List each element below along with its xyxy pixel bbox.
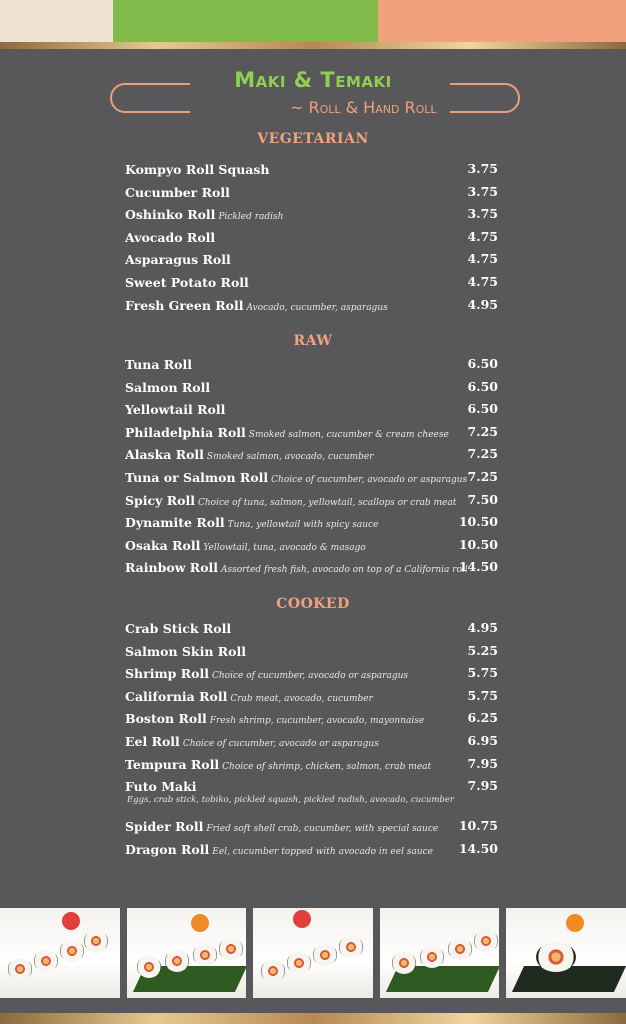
menu-list-cooked: [125, 617, 500, 860]
menu-item: [125, 294, 500, 317]
menu-list-vegetarian: [125, 158, 500, 316]
item-name: Fresh Green Roll: [125, 297, 244, 313]
item-price: 6.50: [467, 401, 498, 417]
item-description: Assorted fresh fish, avocado on top of a California roll: [221, 565, 468, 576]
menu-item: [125, 466, 500, 489]
menu-list-raw: [125, 353, 500, 579]
item-price: 7.95: [467, 778, 498, 794]
item-price: 3.75: [467, 161, 498, 176]
item-price: 4.75: [467, 228, 498, 244]
item-description: Choice of cucumber, avocado or asparagus: [182, 738, 379, 749]
menu-item: [125, 203, 500, 226]
item-price: 6.50: [467, 378, 498, 394]
item-price: 3.75: [467, 206, 498, 222]
sushi-photo-3: [253, 908, 373, 998]
menu-item: [125, 443, 500, 466]
sushi-photo-2: [127, 908, 247, 998]
item-price: 6.50: [467, 356, 498, 371]
item-price: 7.25: [467, 446, 498, 462]
menu-item: [125, 421, 500, 444]
item-name: Avocado Roll: [125, 229, 216, 245]
item-name: Futo Maki: [125, 779, 197, 795]
item-name: Tempura Roll: [125, 756, 220, 772]
item-name: Salmon Skin Roll: [125, 643, 246, 659]
item-price: 10.75: [458, 818, 498, 834]
item-description: Choice of shrimp, chicken, salmon, crab meat: [222, 761, 432, 772]
menu-item: [125, 662, 500, 685]
item-price: 14.50: [458, 840, 498, 856]
item-name: California Roll: [125, 688, 228, 704]
item-description: Smoked salmon, cucumber & cream cheese: [248, 429, 449, 440]
item-name: Shrimp Roll: [125, 666, 209, 682]
top-color-band: [0, 0, 626, 42]
item-description: Eel, cucumber topped with avocado in eel sauce: [212, 846, 433, 857]
item-name: Alaska Roll: [125, 447, 204, 463]
menu-item: [125, 838, 500, 861]
item-name: Asparagus Roll: [125, 252, 231, 268]
menu-item: [125, 707, 500, 730]
item-name: Salmon Roll: [125, 379, 211, 395]
menu-item: [125, 511, 500, 534]
menu-item: [125, 617, 500, 640]
sushi-photo-strip: [0, 908, 626, 998]
item-name: Yellowtail Roll: [125, 402, 226, 418]
menu-item: [125, 815, 500, 838]
item-name: Philadelphia Roll: [125, 424, 246, 440]
item-price: 4.75: [467, 273, 498, 289]
item-name: Spicy Roll: [125, 492, 195, 508]
item-description: Crab meat, avocado, cucumber: [230, 693, 373, 704]
menu-item: [125, 753, 500, 776]
item-price: 6.25: [467, 710, 498, 726]
item-description: Yellowtail, tuna, avocado & masago: [203, 542, 366, 553]
menu-item: [125, 248, 500, 271]
item-name: Osaka Roll: [125, 537, 201, 553]
section-title-vegetarian: VEGETARIAN: [257, 131, 369, 147]
item-price: 3.75: [467, 183, 498, 199]
item-price: 14.50: [458, 559, 498, 575]
page-subtitle: ~ Roll & Hand Roll: [290, 98, 437, 117]
menu-item: [125, 556, 500, 579]
item-description: Fried soft shell crab, cucumber, with special sauce: [206, 824, 439, 835]
menu-item: [125, 271, 500, 294]
item-name: Oshinko Roll: [125, 207, 216, 223]
sushi-photo-4: [380, 908, 500, 998]
band-salmon: [378, 0, 626, 42]
menu-item: [125, 489, 500, 512]
menu-item: [125, 398, 500, 421]
item-price: 4.95: [467, 296, 498, 312]
menu-item: [125, 226, 500, 249]
section-title-raw: RAW: [293, 333, 333, 349]
item-name: Spider Roll: [125, 819, 204, 835]
menu-item: [125, 181, 500, 204]
menu-item: [125, 640, 500, 663]
item-price: 5.75: [467, 665, 498, 681]
item-name: Boston Roll: [125, 711, 207, 727]
gold-divider-bottom: [0, 1013, 626, 1024]
item-name: Dynamite Roll: [125, 515, 225, 531]
band-green: [113, 0, 378, 42]
item-name: Dragon Roll: [125, 841, 210, 857]
item-description: Choice of cucumber, avocado or asparagus: [271, 474, 468, 485]
item-name: Tuna or Salmon Roll: [125, 469, 269, 485]
item-price: 5.75: [467, 687, 498, 703]
menu-item: [125, 730, 500, 753]
menu-item: [125, 353, 500, 376]
item-description: Eggs, crab stick, tobiko, pickled squash, pickled radish, avocado, cucumber: [127, 795, 454, 806]
menu-item: [125, 376, 500, 399]
item-description: Choice of tuna, salmon, yellowtail, scallops or crab meat: [197, 497, 457, 508]
item-name: Sweet Potato Roll: [125, 274, 249, 290]
item-description: Fresh shrimp, cucumber, avocado, mayonnaise: [209, 716, 425, 727]
item-name: Rainbow Roll: [125, 560, 219, 576]
item-price: 7.25: [467, 423, 498, 439]
item-description: Pickled radish: [218, 212, 284, 223]
item-description: Tuna, yellowtail with spicy sauce: [227, 520, 379, 531]
item-name: Cucumber Roll: [125, 184, 230, 200]
menu-item: [125, 775, 500, 815]
item-name: Eel Roll: [125, 733, 180, 749]
item-price: 4.75: [467, 251, 498, 267]
item-name: Crab Stick Roll: [125, 621, 232, 636]
menu-item: [125, 685, 500, 708]
sushi-photo-5: [506, 908, 626, 998]
page-title: Maki & Temaki: [234, 68, 392, 92]
item-price: 5.25: [467, 642, 498, 658]
item-price: 6.95: [467, 732, 498, 748]
item-description: Avocado, cucumber, asparagus: [246, 302, 388, 313]
band-cream: [0, 0, 113, 42]
item-name: Kompyo Roll Squash: [125, 162, 270, 177]
menu-item: [125, 158, 500, 181]
section-title-cooked: COOKED: [276, 596, 350, 612]
item-name: Tuna Roll: [125, 357, 193, 372]
item-description: Choice of cucumber, avocado or asparagus: [212, 671, 409, 682]
item-price: 10.50: [458, 514, 498, 530]
item-price: 7.25: [467, 468, 498, 484]
item-price: 7.50: [467, 491, 498, 507]
item-price: 4.95: [467, 620, 498, 635]
gold-divider-top: [0, 42, 626, 49]
item-price: 10.50: [458, 536, 498, 552]
sushi-photo-1: [0, 908, 120, 998]
item-description: Smoked salmon, avocado, cucumber: [206, 452, 374, 463]
item-price: 7.95: [467, 755, 498, 771]
menu-item: [125, 534, 500, 557]
